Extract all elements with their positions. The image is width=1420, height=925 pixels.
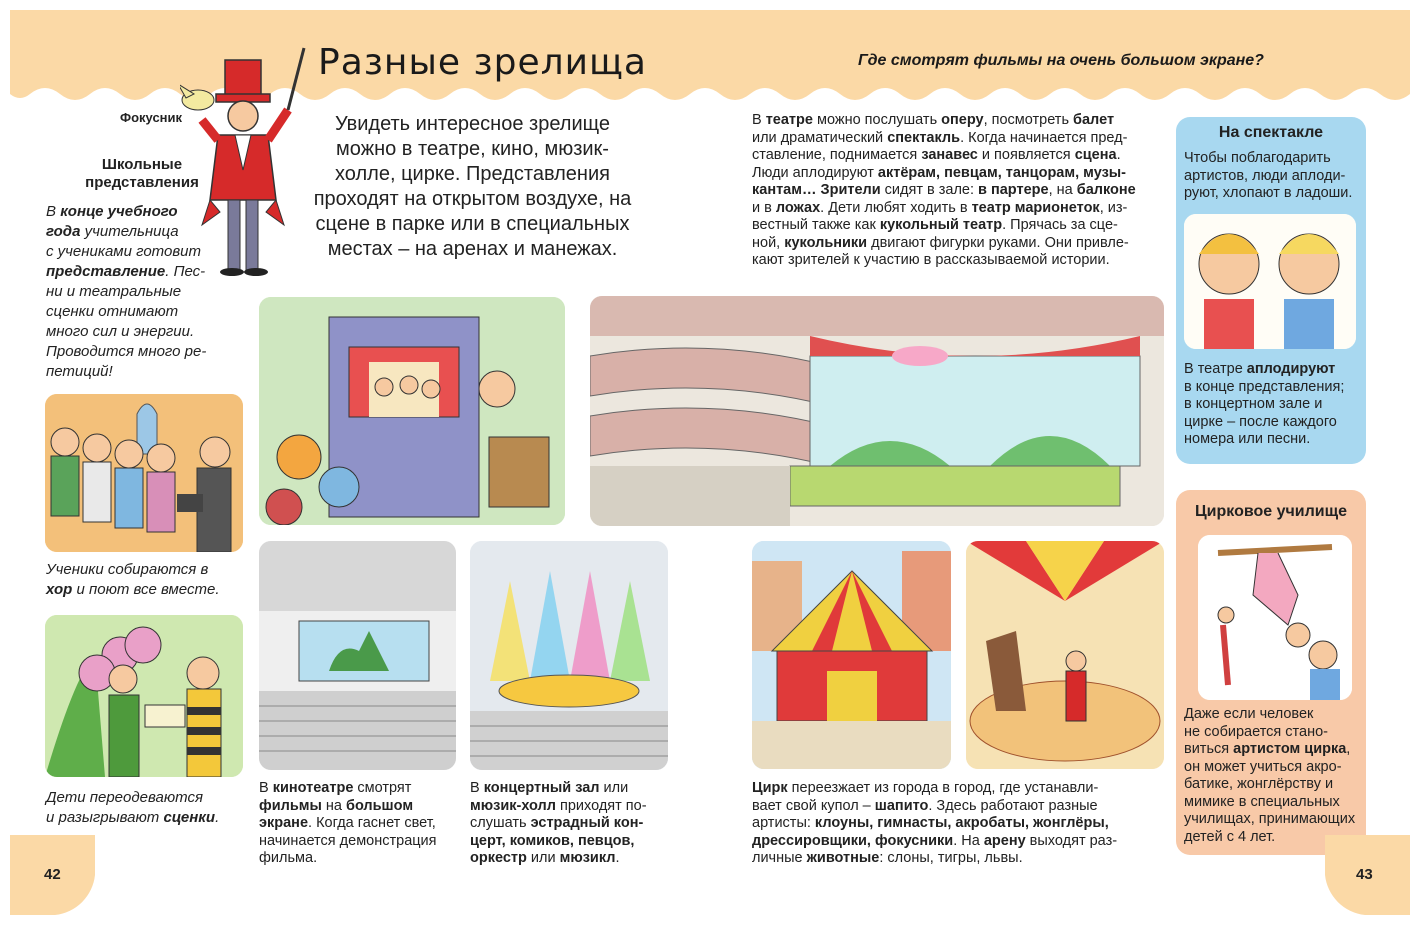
circus-school-line: училищах, принимающих	[1184, 811, 1356, 827]
puppet-theatre-drawing	[259, 297, 565, 525]
cinema-line: В кинотеатре смотрят	[259, 780, 412, 796]
circus-school-box-title: Цирковое училище	[1194, 503, 1348, 520]
spectacle-bottom-line: в конце представления;	[1184, 378, 1345, 395]
theatre-hall-illustration	[590, 296, 1164, 526]
theatre-line: или драматический спектакль. Когда начинается пред-	[752, 129, 1128, 146]
cinema-drawing	[259, 541, 456, 770]
intro-line: Увидеть интересное зрелище	[335, 113, 610, 135]
spectacle-box-bottom-text	[1184, 361, 1364, 449]
cinema-illustration	[259, 541, 456, 770]
school-line: много сил и энергии.	[46, 323, 195, 340]
choir-illustration	[45, 394, 243, 552]
magician-label: Фокусник	[120, 110, 183, 125]
spectacle-bottom-line: цирке – после каждого	[1184, 413, 1337, 430]
spectacle-bottom-line: В театре аплодируют	[1184, 361, 1336, 377]
school-heading-line2: представления	[85, 174, 199, 191]
page-title: Разные зрелища	[318, 42, 647, 83]
school-line: Проводится много ре-	[46, 343, 207, 360]
theatre-line: кантам… Зрители сидят в зале: в партере, на балконе	[752, 182, 1136, 198]
circus-school-line: он может учиться акро-	[1184, 758, 1342, 775]
school-line: с учениками готовит	[46, 243, 201, 260]
circus-school-line: виться артистом цирка,	[1184, 741, 1351, 757]
header-question: Где смотрят фильмы на очень большом экране?	[858, 52, 1264, 69]
theatre-line: кают зрителей к участию в рассказываемой истории.	[752, 252, 1110, 268]
puppet-theatre-illustration	[259, 297, 565, 525]
concert-paragraph	[470, 780, 670, 868]
costume-caption	[46, 788, 246, 828]
school-line: года учительница	[46, 223, 179, 240]
circus-school-line: детей с 4 лет.	[1184, 828, 1276, 845]
theatre-line: Люди аплодируют актёрам, певцам, танцорам, музы-	[752, 164, 1126, 181]
intro-line: местах – на аренах и манежах.	[327, 238, 618, 260]
spectacle-bottom-line: в концертном зале и	[1184, 396, 1323, 412]
theatre-paragraph	[752, 112, 1162, 270]
circus-school-box-text	[1184, 706, 1364, 846]
concert-line: мюзик-холл приходят по-	[470, 797, 647, 814]
clapping-children-illustration	[1184, 214, 1356, 349]
concert-line: церт, комиков, певцов,	[470, 832, 635, 849]
acrobat-drawing	[1198, 535, 1352, 700]
circus-school-line: батике, жонглёрству и	[1184, 776, 1334, 792]
circus-line: личные животные: слоны, тигры, львы.	[752, 850, 1023, 866]
circus-tent-drawing	[752, 541, 951, 769]
concert-line: слушать эстрадный кон-	[470, 815, 644, 831]
spectacle-top-line: руют, хлопают в ладоши.	[1184, 185, 1353, 201]
costume-caption-line: Дети переодеваются	[46, 789, 203, 806]
school-line: сценки отнимают	[46, 303, 179, 320]
cinema-line: экране. Когда гаснет свет,	[259, 815, 436, 831]
spectacle-bottom-line: номера или песни.	[1184, 431, 1311, 447]
circus-arena-illustration	[966, 541, 1164, 769]
circus-school-line: Даже если человек	[1184, 706, 1314, 722]
school-heading	[62, 156, 222, 192]
intro-line: можно в театре, кино, мюзик-	[336, 138, 609, 160]
circus-line: Цирк переезжает из города в город, где устанавли-	[752, 780, 1099, 796]
concert-hall-illustration	[470, 541, 668, 770]
spectacle-top-line: артистов, люди аплоди-	[1184, 167, 1346, 184]
cinema-line: начинается демонстрация	[259, 832, 437, 849]
intro-paragraph	[300, 112, 645, 262]
circus-tent-illustration	[752, 541, 951, 769]
cinema-paragraph	[259, 780, 459, 868]
choir-caption-line: хор и поют все вместе.	[46, 581, 220, 598]
choir-drawing	[45, 394, 243, 552]
school-heading-line1: Школьные	[101, 156, 183, 173]
cinema-line: фильмы на большом	[259, 797, 414, 814]
page-number-left: 42	[44, 866, 61, 883]
circus-arena-drawing	[966, 541, 1164, 769]
theatre-line: вестный также как кукольный театр. Прячась за сце-	[752, 217, 1118, 233]
school-line: В конце учебного	[46, 203, 178, 220]
theatre-line: В театре можно послушать оперу, посмотреть балет	[752, 112, 1115, 128]
intro-line: проходят на открытом воздухе, на	[313, 188, 632, 210]
concert-line: В концертный зал или	[470, 780, 629, 796]
circus-school-line: не собирается стано-	[1184, 723, 1328, 740]
cinema-line: фильма.	[259, 850, 318, 866]
circus-line: дрессировщики, фокусники. На арену выходят раз-	[752, 832, 1118, 849]
spectacle-box-title: На спектакле	[1218, 124, 1324, 141]
clapping-children-drawing	[1184, 214, 1356, 349]
school-text	[46, 202, 236, 382]
costume-illustration	[45, 615, 243, 777]
concert-hall-drawing	[470, 541, 668, 770]
spectacle-box-top-text	[1184, 150, 1364, 203]
costume-caption-line: и разыгрывают сценки.	[46, 809, 220, 826]
intro-line: сцене в парке или в специальных	[315, 213, 630, 235]
choir-caption-line: Ученики собираются в	[46, 561, 209, 578]
intro-line: холле, цирке. Представления	[335, 163, 610, 185]
circus-line: вает свой купол – шапито. Здесь работают разные	[752, 797, 1098, 814]
costume-drawing	[45, 615, 243, 777]
school-line: петиций!	[46, 363, 113, 380]
circus-school-line: мимике в специальных	[1184, 793, 1340, 810]
theatre-line: ставление, поднимается занавес и появляется сцена.	[752, 147, 1121, 163]
theatre-line: ной, кукольники двигают фигурки руками. Они привле-	[752, 234, 1129, 251]
circus-line: артисты: клоуны, гимнасты, акробаты, жонглёры,	[752, 815, 1109, 831]
school-line: представление. Пес-	[46, 263, 206, 280]
school-line: ни и театральные	[46, 283, 182, 300]
theatre-line: и в ложах. Дети любят ходить в театр марионеток, из-	[752, 199, 1128, 216]
circus-paragraph	[752, 780, 1162, 868]
theatre-hall-drawing	[590, 296, 1164, 526]
choir-caption	[46, 560, 246, 600]
acrobat-illustration	[1198, 535, 1352, 700]
page-number-right: 43	[1356, 866, 1373, 883]
spectacle-top-line: Чтобы поблагодарить	[1184, 150, 1331, 166]
concert-line: оркестр или мюзикл.	[470, 850, 620, 866]
